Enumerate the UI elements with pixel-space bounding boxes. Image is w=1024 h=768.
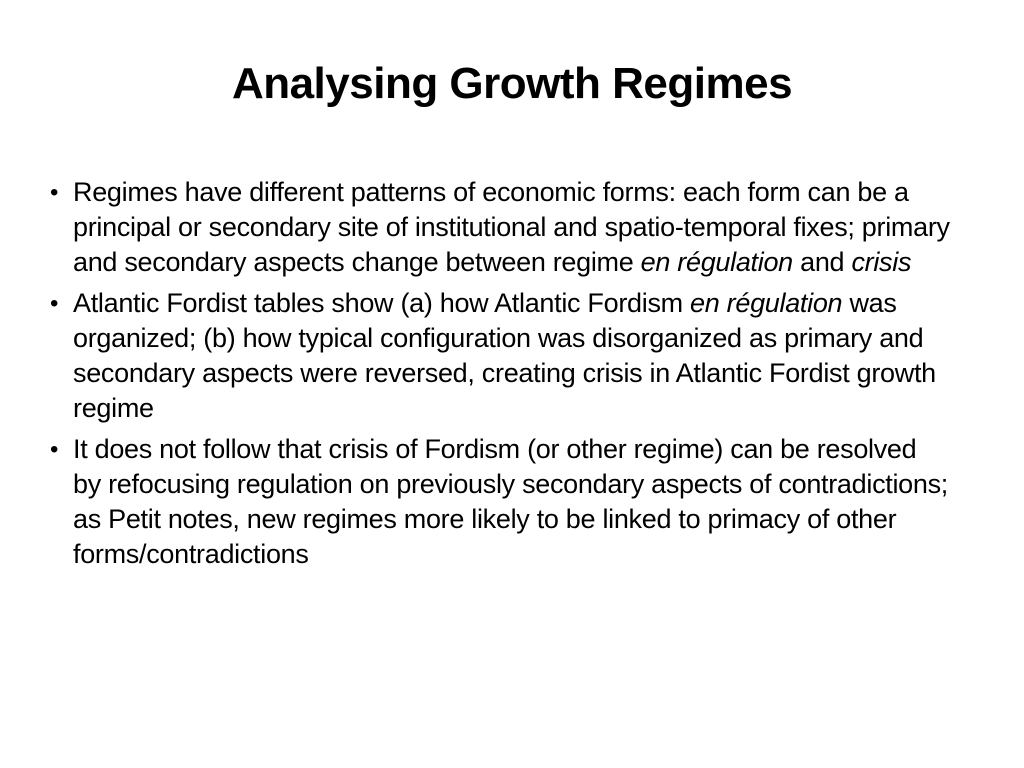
bullet-text: was organized; (b) how typical configuration was disorganized as primary and secondary aspects were reversed, creating crisis in Atlantic Fordist growth regime — [73, 288, 936, 423]
bullet-text: It does not follow that crisis of Fordism (or other regime) can be resolved by refocusing regulation on previously secondary aspects of contradictions; as Petit notes, new regimes more likely to be linked to primacy of other forms/contradictions — [73, 434, 949, 569]
bullet-point-icon: • — [50, 436, 59, 463]
bullet-emphasis: crisis — [851, 247, 912, 277]
bullet-point-icon: • — [50, 290, 59, 317]
slide-title: Analysing Growth Regimes — [231, 59, 793, 108]
bullet-list — [50, 175, 950, 578]
bullet-item-2 — [50, 286, 950, 426]
bullet-item-3 — [50, 432, 950, 572]
bullet-item-1 — [50, 175, 950, 280]
bullet-text: Regimes have different patterns of economic forms: each form can be a principal or secondary site of institutional and spatio-temporal fixes; primary and secondary aspects change between regime — [73, 177, 950, 277]
bullet-text: and — [792, 247, 852, 277]
bullet-point-icon: • — [50, 179, 59, 206]
bullet-text: Atlantic Fordist tables show (a) how Atlantic Fordism — [73, 288, 691, 318]
bullet-emphasis: en régulation — [640, 247, 793, 277]
bullet-emphasis: en régulation — [690, 288, 843, 318]
